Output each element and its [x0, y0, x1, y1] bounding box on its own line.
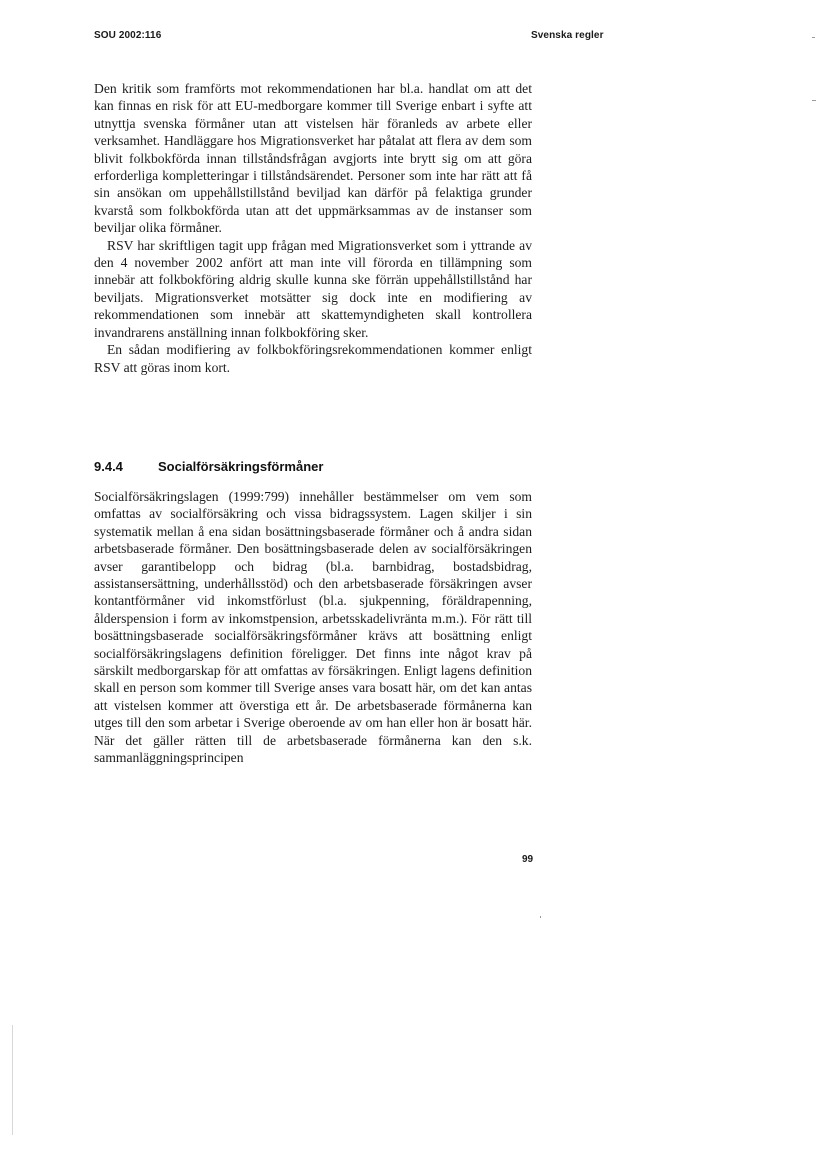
scan-speck	[540, 916, 541, 918]
running-header-chapter-title: Svenska regler	[531, 30, 604, 41]
page-number: 99	[522, 854, 534, 865]
paragraph: Den kritik som framförts mot rekommendationen har bl.a. handlat om att det kan finnas en risk för att EU-medborgare kommer till Sverige enbart i syfte att utnyttja svenska förmåner utan att vistelsen här föranleds av arbete eller verksamhet. Handläggare hos Migrationsverket har påtalat att flera av dem som blivit folkbokförda innan tillståndsfrågan avgjorts inte brytt sig om att göra erforderliga kompletteringar i tillståndsärendet. Personer som inte har rätt att få sin ansökan om uppehållstillstånd beviljad kan därför på felaktiga grunder kvarstå som folkbokförda utan att det uppmärksammas av de instanser som beviljar olika förmåner.	[94, 81, 532, 236]
scan-speck	[12, 1025, 13, 1135]
scan-speck	[812, 37, 815, 38]
body-text-block	[94, 80, 532, 376]
section-number: 9.4.4	[94, 459, 123, 474]
paragraph: RSV har skriftligen tagit upp frågan med Migrationsverket som i yttrande av den 4 november 2002 anfört att man inte vill förorda en tillämpning som innebär att folkbokföring aldrig skulle kunna ske förrän uppehållstillstånd har beviljats. Migrationsverket motsätter sig dock inte en modifiering av rekommendationen som innebär att skattemyndigheten skall kontrollera invandrarens anställning innan folkbokföring sker.	[94, 237, 532, 340]
section-title: Socialförsäkringsförmåner	[158, 459, 324, 474]
scan-speck	[812, 100, 816, 101]
body-text-block	[94, 488, 532, 767]
running-header-report-id: SOU 2002:116	[94, 30, 162, 41]
paragraph: En sådan modifiering av folkbokföringsrekommendationen kommer enligt RSV att göras inom kort.	[94, 342, 532, 375]
section-heading	[94, 459, 323, 474]
paragraph: Socialförsäkringslagen (1999:799) innehåller bestämmelser om vem som omfattas av socialförsäkring och vissa bidragssystem. Lagen skiljer i sin systematik mellan å ena sidan bosättningsbaserade förmåner och å andra sidan arbetsbaserade förmåner. Den bosättningsbaserade delen av socialförsäkringen avser garantibelopp och bidrag (bl.a. barnbidrag, bostadsbidrag, assistansersättning, underhållsstöd) och den arbetsbaserade försäkringen avser kontantförmåner vid inkomstförlust (bl.a. sjukpenning, föräldrapenning, ålderspension i form av inkomstpension, arbetsskadelivränta m.m.). För rätt till bosättningsbaserade socialförsäkringsförmåner krävs att bosättning enligt socialförsäkringslagens definition föreligger. Det finns inte något krav på särskilt medborgarskap för att omfattas av försäkringen. Enligt lagens definition skall en person som kommer till Sverige anses vara bosatt här, om det kan antas att vistelsen kommer att överstiga ett år. De arbetsbaserade förmånerna kan utges till den som arbetar i Sverige oberoende av om han eller hon är bosatt här. När det gäller rätten till de arbetsbaserade förmånerna kan den s.k. sammanläggningsprincipen	[94, 489, 532, 766]
